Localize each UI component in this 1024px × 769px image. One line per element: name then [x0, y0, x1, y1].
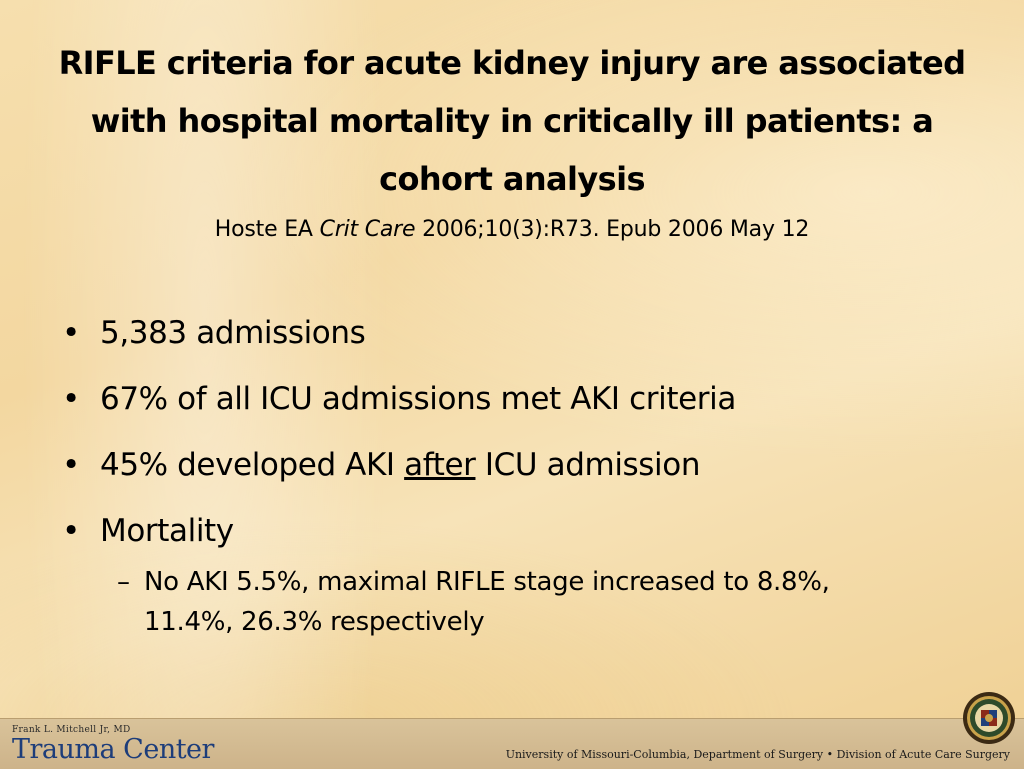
bullet-text: 67% of all ICU admissions met AKI criteria — [100, 381, 736, 417]
bullet-item — [62, 432, 962, 498]
slide-title: RIFLE criteria for acute kidney injury are associated with hospital mortality in critically ill patients: a cohort analysis — [58, 44, 966, 198]
bullet-icon: • — [62, 447, 80, 483]
sub-bullet-list — [117, 562, 917, 642]
bullet-text-post: ICU admission — [475, 447, 701, 483]
footer-bar — [0, 718, 1024, 769]
dash-icon: – — [117, 567, 130, 597]
bullet-text: Mortality — [100, 513, 234, 549]
bullet-icon: • — [62, 315, 80, 351]
bullet-item — [62, 498, 962, 564]
bullet-text-underlined: after — [404, 447, 476, 483]
bullet-item — [62, 366, 962, 432]
citation — [40, 213, 984, 247]
bullet-list — [62, 300, 962, 564]
bullet-text-pre: 45% developed AKI — [100, 447, 405, 483]
bullet-icon: • — [62, 513, 80, 549]
footer-affiliation: University of Missouri-Columbia, Department of Surgery • Division of Acute Care Surgery — [505, 748, 1010, 761]
citation-details: 2006;10(3):R73. Epub 2006 May 12 — [415, 217, 810, 242]
footer-brand-name: Frank L. Mitchell Jr, MD — [12, 725, 131, 735]
university-seal-icon — [962, 691, 1016, 745]
bullet-text: 5,383 admissions — [100, 315, 366, 351]
citation-author: Hoste EA — [214, 217, 320, 242]
sub-bullet-text: No AKI 5.5%, maximal RIFLE stage increased to 8.8%, 11.4%, 26.3% respectively — [144, 567, 830, 637]
bullet-item — [62, 300, 962, 366]
sub-bullet-item — [117, 562, 917, 642]
bullet-icon: • — [62, 381, 80, 417]
footer-brand-title: Trauma Center — [12, 734, 214, 765]
citation-journal: Crit Care — [319, 217, 416, 242]
